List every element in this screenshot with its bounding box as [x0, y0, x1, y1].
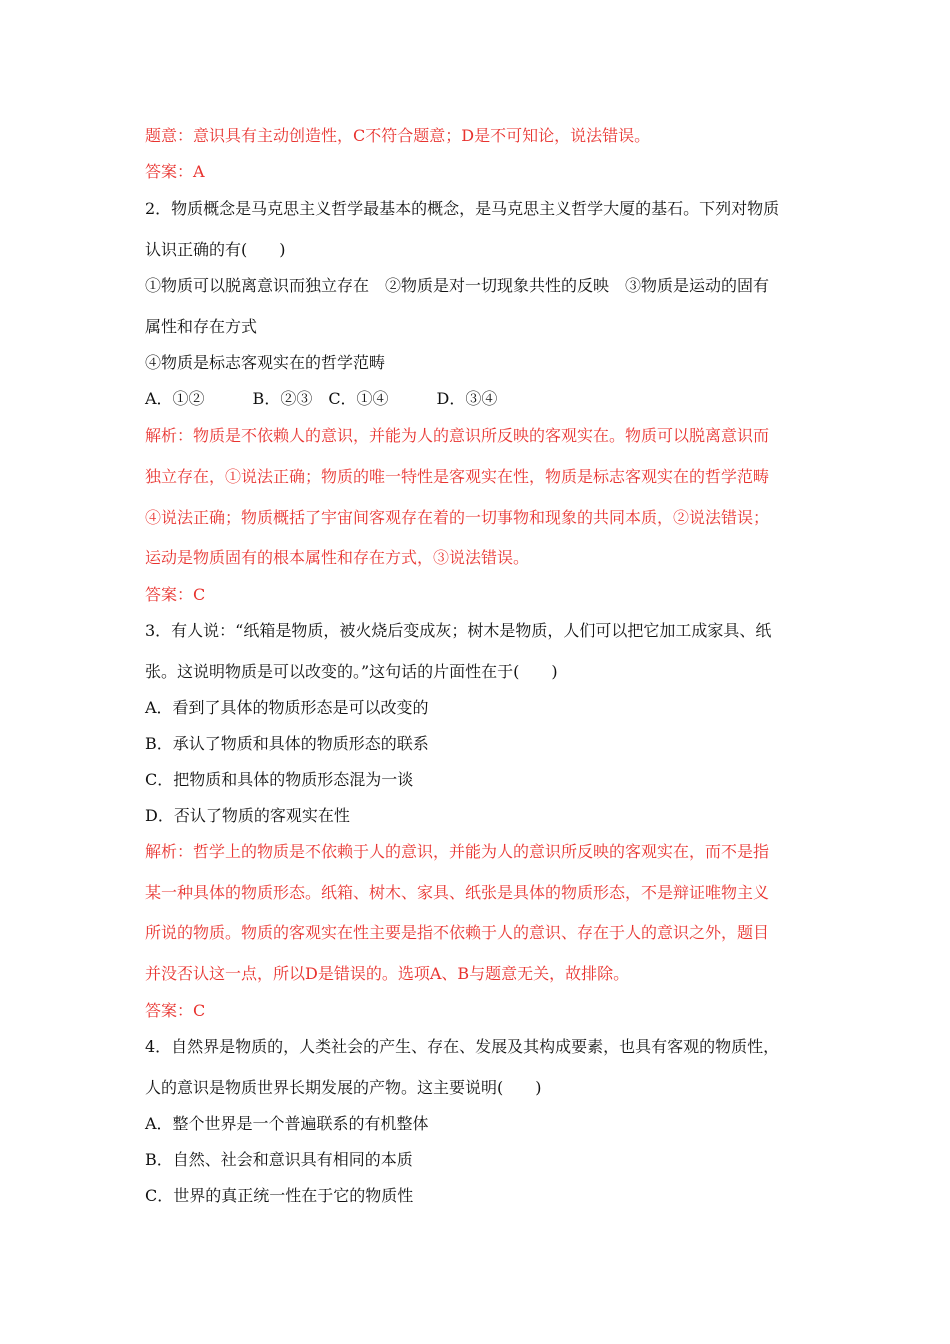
- text-line: 答案：C: [145, 1001, 206, 1020]
- text-line: 人的意识是物质世界长期发展的产物。这主要说明( ): [145, 1078, 542, 1097]
- text-line: ④物质是标志客观实在的哲学范畴: [145, 353, 386, 372]
- text-line: 所说的物质。物质的客观实在性主要是指不依赖于人的意识、存在于人的意识之外，题目: [145, 923, 770, 942]
- text-line: 4．自然界是物质的，人类社会的产生、存在、发展及其构成要素，也具有客观的物质性，: [145, 1037, 780, 1056]
- text-line: 答案：C: [145, 585, 206, 604]
- text-line: 题意：意识具有主动创造性，C不符合题意；D是不可知论，说法错误。: [145, 126, 651, 145]
- text-line: A．①② B．②③ C．①④ D．③④: [145, 389, 498, 408]
- text-line: B．承认了物质和具体的物质形态的联系: [145, 734, 429, 753]
- text-line: 独立存在，①说法正确；物质的唯一特性是客观实在性，物质是标志客观实在的哲学范畴: [145, 467, 770, 486]
- text-line: 2．物质概念是马克思主义哲学最基本的概念，是马克思主义哲学大厦的基石。下列对物质: [145, 199, 780, 218]
- text-line: D．否认了物质的客观实在性: [145, 806, 350, 825]
- text-line: 3．有人说：“纸箱是物质，被火烧后变成灰；树木是物质，人们可以把它加工成家具、纸: [145, 621, 772, 640]
- text-line: ①物质可以脱离意识而独立存在 ②物质是对一切现象共性的反映 ③物质是运动的固有: [145, 276, 770, 295]
- text-line: 解析：物质是不依赖人的意识，并能为人的意识所反映的客观实在。物质可以脱离意识而: [145, 426, 770, 445]
- text-line: 张。这说明物质是可以改变的。”这句话的片面性在于( ): [145, 662, 558, 681]
- text-line: C．把物质和具体的物质形态混为一谈: [145, 770, 414, 789]
- text-line: 答案：A: [145, 162, 205, 181]
- text-line: 并没否认这一点，所以D是错误的。选项A、B与题意无关，故排除。: [145, 964, 630, 983]
- text-line: A．看到了具体的物质形态是可以改变的: [145, 698, 429, 717]
- text-line: A．整个世界是一个普遍联系的有机整体: [145, 1114, 429, 1133]
- text-line: C．世界的真正统一性在于它的物质性: [145, 1186, 414, 1205]
- text-line: 运动是物质固有的根本属性和存在方式，③说法错误。: [145, 548, 530, 567]
- text-line: 认识正确的有( ): [145, 240, 286, 259]
- text-line: 属性和存在方式: [145, 317, 258, 336]
- text-line: 解析：哲学上的物质是不依赖于人的意识，并能为人的意识所反映的客观实在，而不是指: [145, 842, 770, 861]
- text-line: B．自然、社会和意识具有相同的本质: [145, 1150, 413, 1169]
- text-line: 某一种具体的物质形态。纸箱、树木、家具、纸张是具体的物质形态，不是辩证唯物主义: [145, 883, 770, 902]
- text-line: ④说法正确；物质概括了宇宙间客观存在着的一切事物和现象的共同本质，②说法错误；: [145, 508, 770, 527]
